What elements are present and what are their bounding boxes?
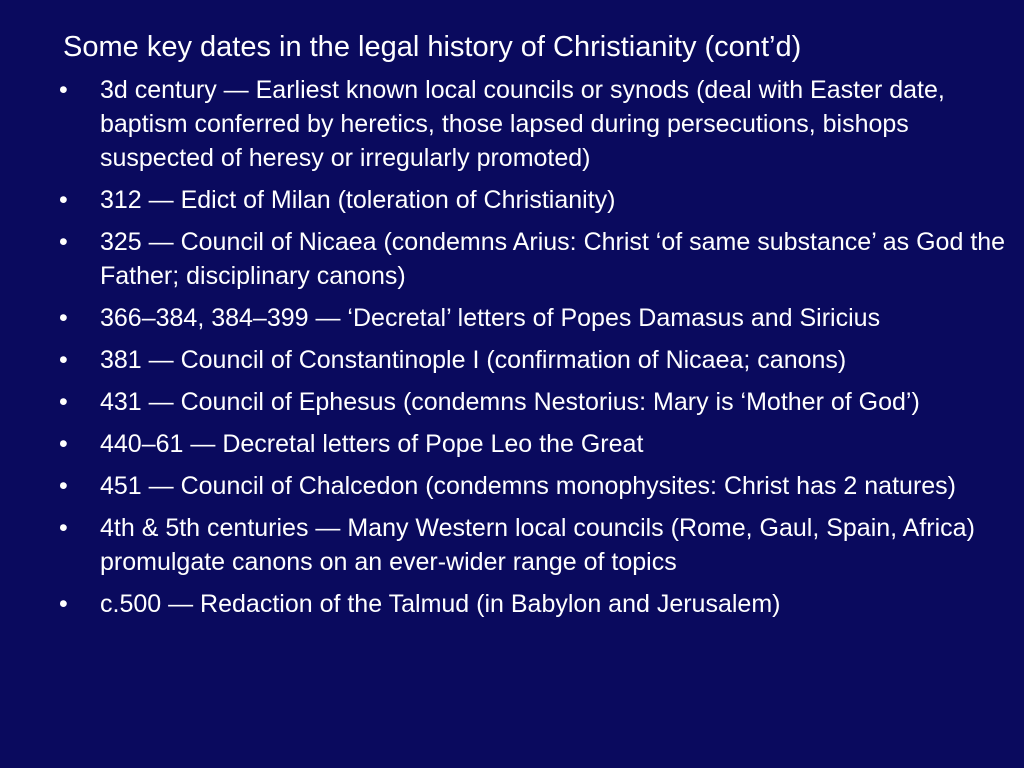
list-item-text: 312 — Edict of Milan (toleration of Christianity) [100, 186, 616, 214]
bullet-icon: • [59, 590, 68, 618]
slide-title: Some key dates in the legal history of Christianity (cont’d) [63, 31, 802, 63]
list-item-text: 4th & 5th centuries — Many Western local councils (Rome, Gaul, Spain, Africa) promulgate canons on an ever-wider range of topics [100, 514, 975, 576]
bullet-icon: • [59, 430, 68, 458]
list-item [59, 385, 1019, 419]
bullet-icon: • [59, 186, 68, 214]
list-item-text: 431 — Council of Ephesus (condemns Nestorius: Mary is ‘Mother of God’) [100, 388, 920, 416]
bullet-icon: • [59, 514, 68, 542]
bullet-icon: • [59, 472, 68, 500]
list-item-text: 325 — Council of Nicaea (condemns Arius: Christ ‘of same substance’ as God the Father; disciplinary canons) [100, 228, 1006, 290]
list-item-text: 440–61 — Decretal letters of Pope Leo the Great [100, 430, 644, 458]
list-item-text: 451 — Council of Chalcedon (condemns monophysites: Christ has 2 natures) [100, 472, 956, 500]
list-item [59, 183, 1019, 217]
bullet-icon: • [59, 346, 68, 374]
list-item [59, 427, 1019, 461]
list-item [59, 225, 1019, 293]
list-item [59, 73, 1019, 175]
bullet-icon: • [59, 388, 68, 416]
list-item [59, 511, 1019, 579]
bullet-icon: • [59, 228, 68, 256]
bullet-icon: • [59, 304, 68, 332]
list-item [59, 469, 1019, 503]
list-item-text: 381 — Council of Constantinople I (confirmation of Nicaea; canons) [100, 346, 847, 374]
list-item [59, 587, 1019, 621]
list-item [59, 343, 1019, 377]
list-item-text: 3d century — Earliest known local councils or synods (deal with Easter date, baptism conferred by heretics, those lapsed during persecutions, bishops suspected of heresy or irregularly promoted) [100, 76, 945, 172]
bullet-icon: • [59, 76, 68, 104]
key-dates-list [59, 73, 1019, 629]
list-item [59, 301, 1019, 335]
list-item-text: 366–384, 384–399 — ‘Decretal’ letters of Popes Damasus and Siricius [100, 304, 881, 332]
list-item-text: c.500 — Redaction of the Talmud (in Babylon and Jerusalem) [100, 590, 781, 618]
